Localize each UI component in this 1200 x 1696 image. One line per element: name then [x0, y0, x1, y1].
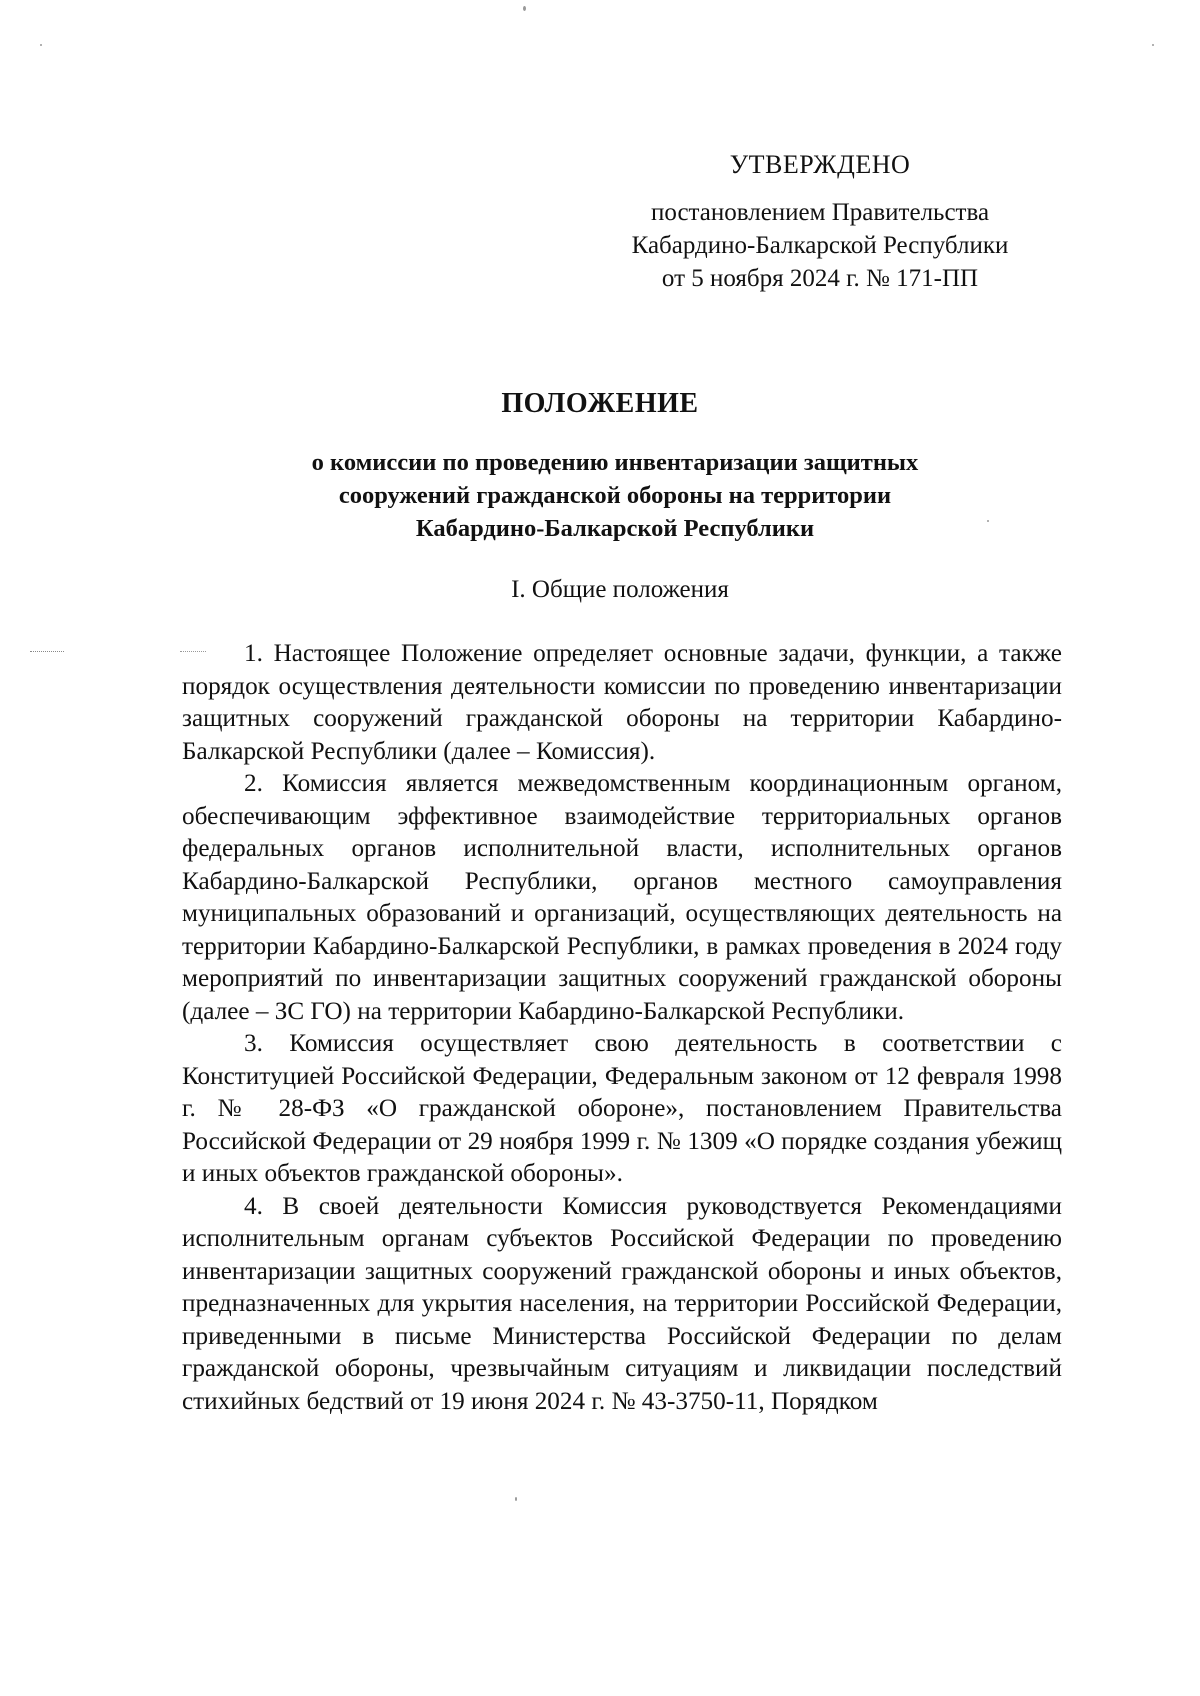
scan-speck [40, 44, 42, 46]
scan-margin-mark [30, 651, 64, 652]
document-subtitle [200, 446, 1030, 545]
paragraph: 2. Комиссия является межведомственным координационным органом, обеспечивающим эффективное взаимодействие территориальных органов федеральных органов исполнительной власти, исполнительных органов Кабардино-Балкарской Республики, органов местного самоуправления муниципальных образований и организаций, осуществляющих деятельность на территории Кабардино-Балкарской Республики, в рамках проведения в 2024 году мероприятий по инвентаризации защитных сооружений гражданской обороны (далее – ЗС ГО) на территории Кабардино-Балкарской Республики. [182, 770, 1062, 1025]
document-body [182, 638, 1062, 1418]
approval-line: Кабардино-Балкарской Республики [631, 232, 1009, 259]
paragraph: 4. В своей деятельности Комиссия руководствуется Рекомендациями исполнительным органам субъектов Российской Федерации по проведению инвентаризации защитных сооружений гражданской обороны и иных объектов, предназначенных для укрытия населения, на территории Российской Федерации, приведенными в письме Министерства Российской Федерации по делам гражданской обороны, чрезвычайным ситуациям и ликвидации последствий стихийных бедствий от 19 июня 2024 г. № 43-3750-11, Порядком [182, 1192, 1062, 1415]
subtitle-line: сооружений гражданской обороны на территории [338, 482, 892, 509]
subtitle-line: о комиссии по проведению инвентаризации защитных [311, 449, 919, 476]
paragraph: 1. Настоящее Положение определяет основные задачи, функции, а также порядок осуществления деятельности комиссии по проведению инвентаризации защитных сооружений гражданской обороны на территории Кабардино-Балкарской Республики (далее – Комиссия). [182, 640, 1062, 765]
approval-date-number: от 5 ноября 2024 г. № 171-ПП [661, 265, 979, 292]
approved-label: УТВЕРЖДЕНО [729, 150, 911, 179]
section-heading: I. Общие положения [511, 576, 729, 603]
document-title: ПОЛОЖЕНИЕ [501, 388, 699, 419]
approval-stamp-block [600, 148, 1040, 295]
approval-line: постановлением Правительства [650, 199, 990, 226]
scan-speck [515, 1497, 517, 1501]
subtitle-line: Кабардино-Балкарской Республики [415, 515, 815, 542]
scan-speck [523, 6, 526, 11]
scan-speck [1152, 44, 1154, 46]
paragraph: 3. Комиссия осуществляет свою деятельность в соответствии с Конституцией Российской Федерации, Федеральным законом от 12 февраля 1998 г. № 28-ФЗ «О гражданской обороне», постановлением Правительства Российской Федерации от 29 ноября 1999 г. № 1309 «О порядке создания убежищ и иных объектов гражданской обороны». [182, 1030, 1062, 1187]
